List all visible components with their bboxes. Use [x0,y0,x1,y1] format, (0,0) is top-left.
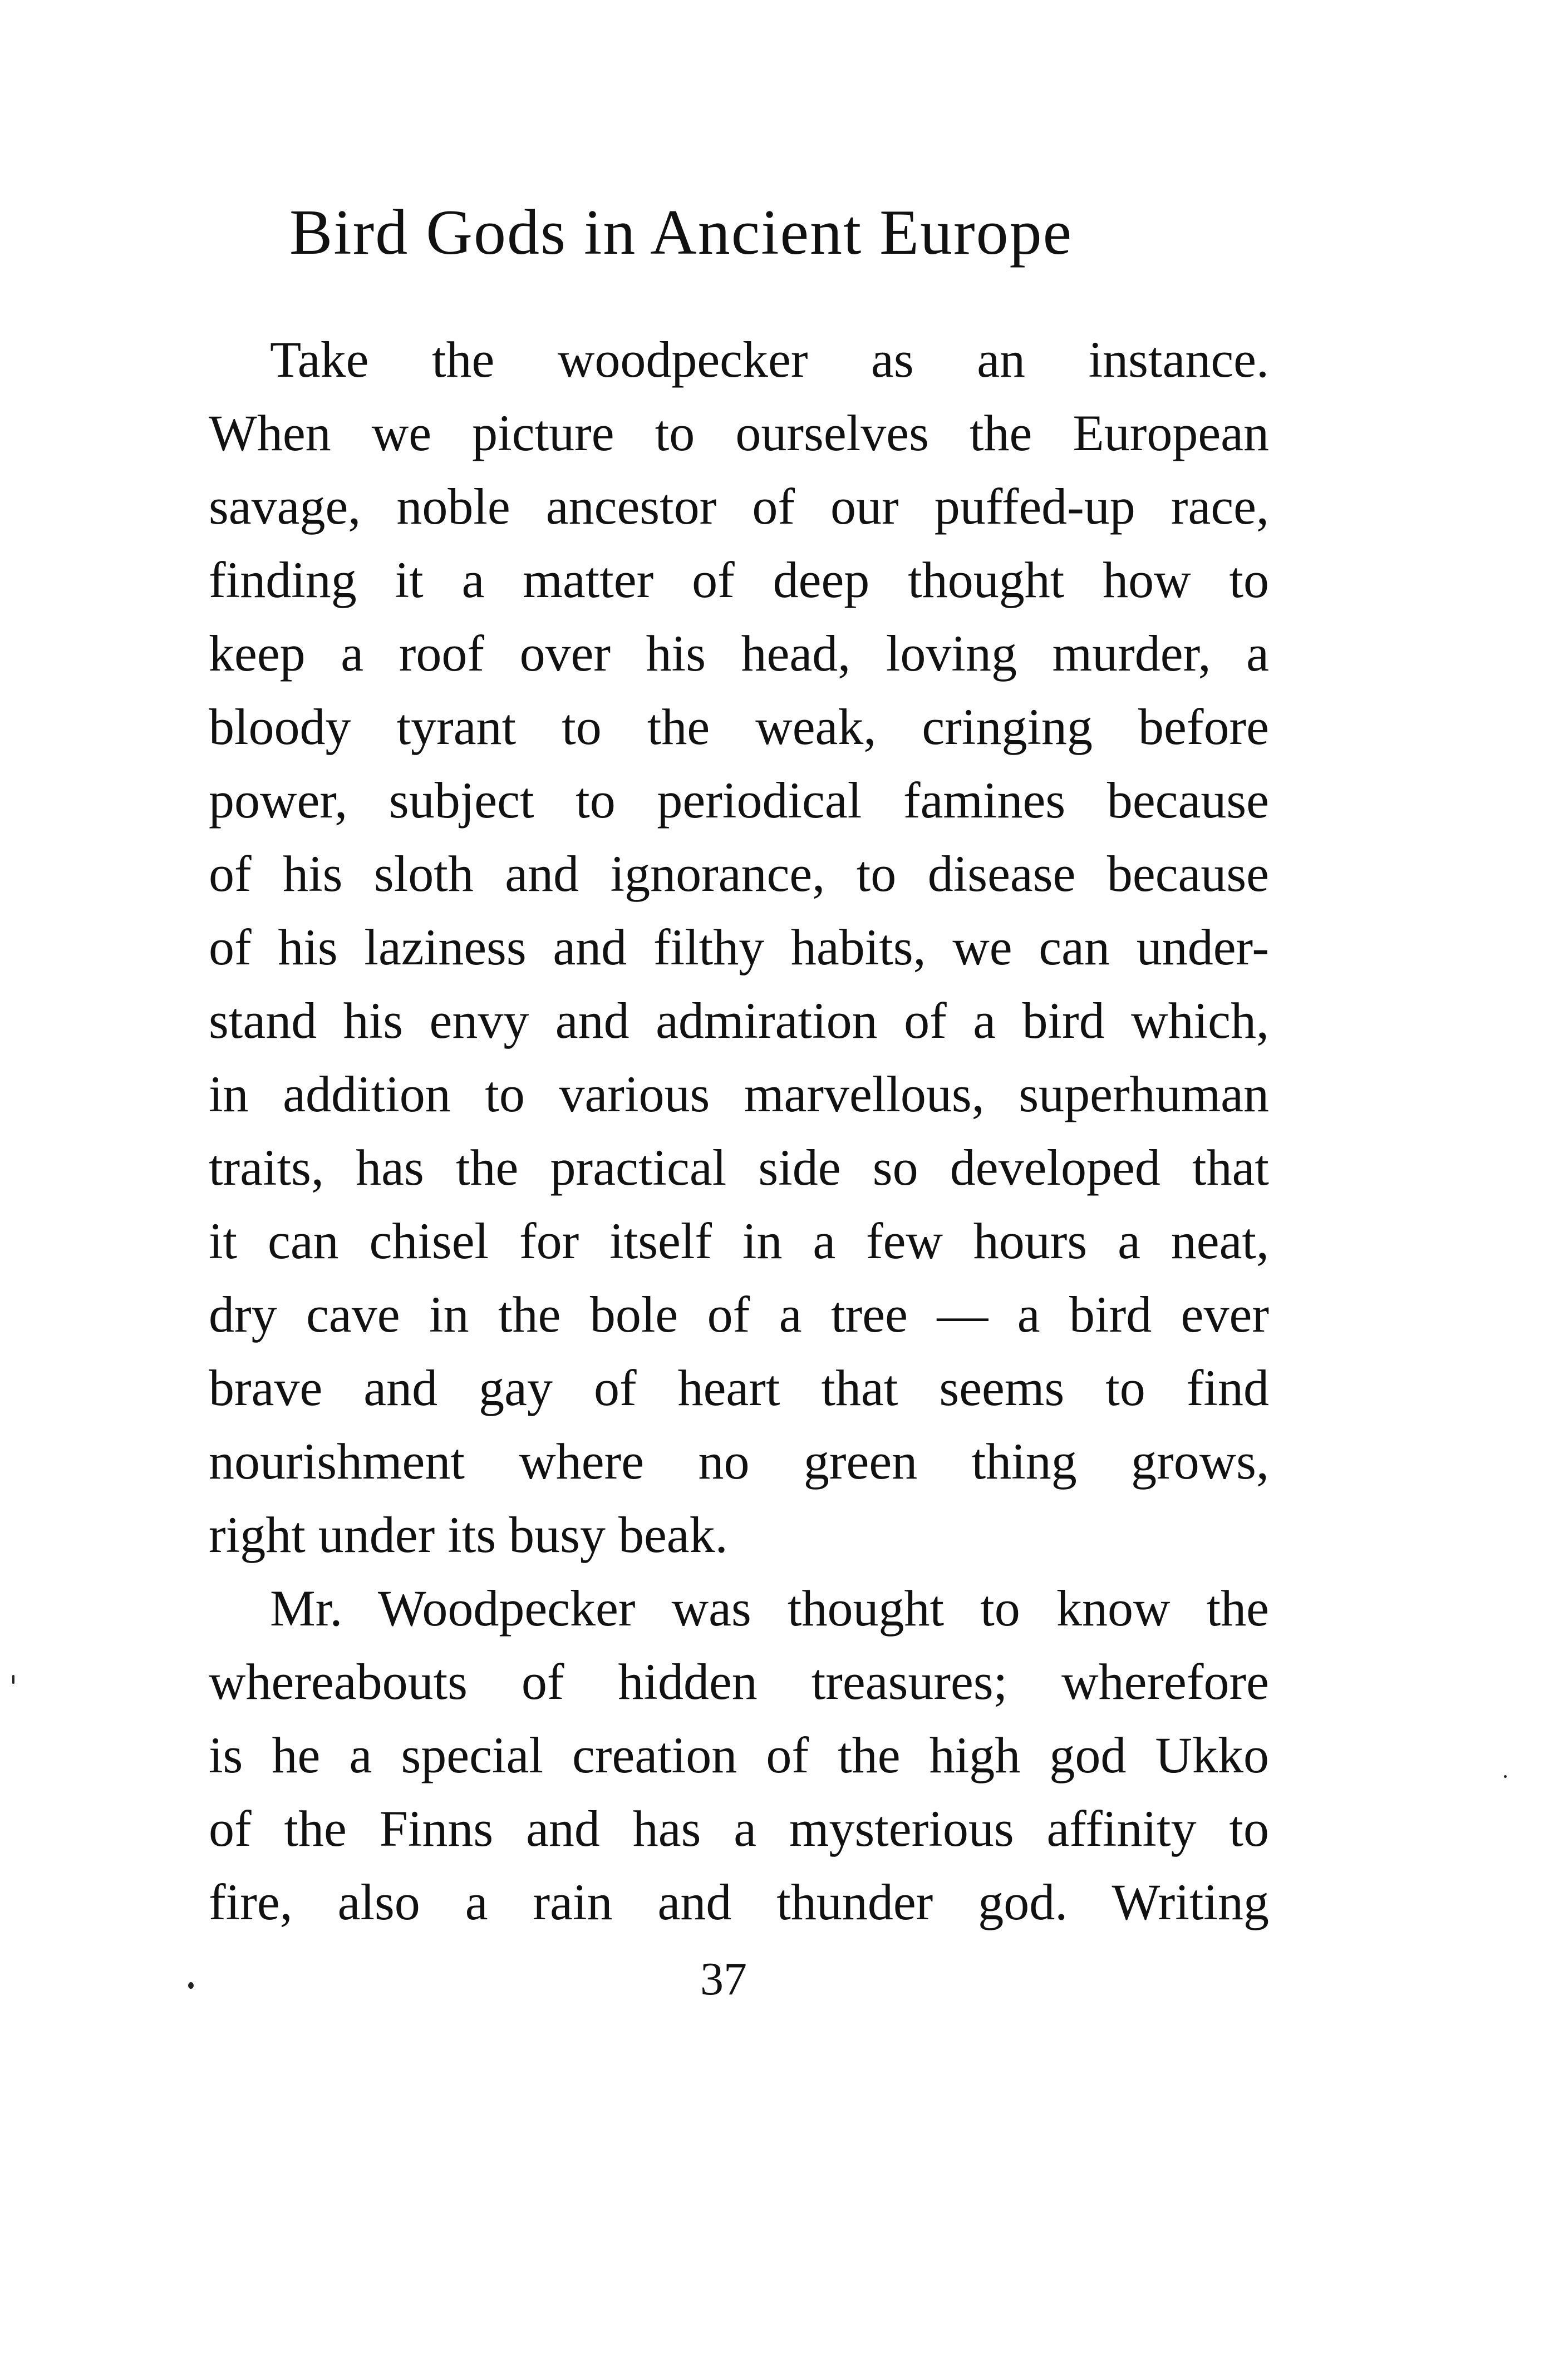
text-line: whereabouts of hidden treasures; wherefore [209,1653,1269,1710]
text-line: Take the woodpecker as an instance. [270,331,1269,388]
print-speck [12,1675,14,1684]
text-line: stand his envy and admiration of a bird which, [209,992,1269,1049]
text-line: is he a special creation of the high god Ukko [209,1727,1269,1783]
text-line: of his laziness and filthy habits, we can under- [209,919,1269,975]
text-line: nourishment where no green thing grows, [209,1433,1269,1490]
text-line: of the Finns and has a mysterious affinity to [209,1800,1269,1857]
text-line: savage, noble ancestor of our puffed-up race, [209,478,1269,535]
text-line: bloody tyrant to the weak, cringing before [209,698,1269,755]
text-line: brave and gay of heart that seems to find [209,1359,1269,1416]
text-line: When we picture to ourselves the European [209,405,1269,461]
running-head: Bird Gods in Ancient Europe [289,197,1073,268]
text-line: traits, has the practical side so developed that [209,1139,1269,1196]
text-line: Mr. Woodpecker was thought to know the [270,1580,1269,1637]
page-number: 37 [700,1953,747,2005]
text-line: right under its busy beak. [209,1506,728,1563]
body-text [209,323,1269,1939]
text-line: finding it a matter of deep thought how to [209,551,1269,608]
text-line: keep a roof over his head, loving murder, a [209,625,1269,682]
text-line: fire, also a rain and thunder god. Writing [209,1874,1269,1930]
text-line: dry cave in the bole of a tree — a bird ever [209,1286,1269,1343]
text-line: of his sloth and ignorance, to disease because [209,845,1269,902]
text-line: power, subject to periodical famines because [209,772,1269,829]
text-line: in addition to various marvellous, superhuman [209,1066,1269,1122]
text-line: it can chisel for itself in a few hours a neat, [209,1213,1269,1269]
print-speck [1504,1775,1507,1778]
print-speck [188,1982,194,1989]
